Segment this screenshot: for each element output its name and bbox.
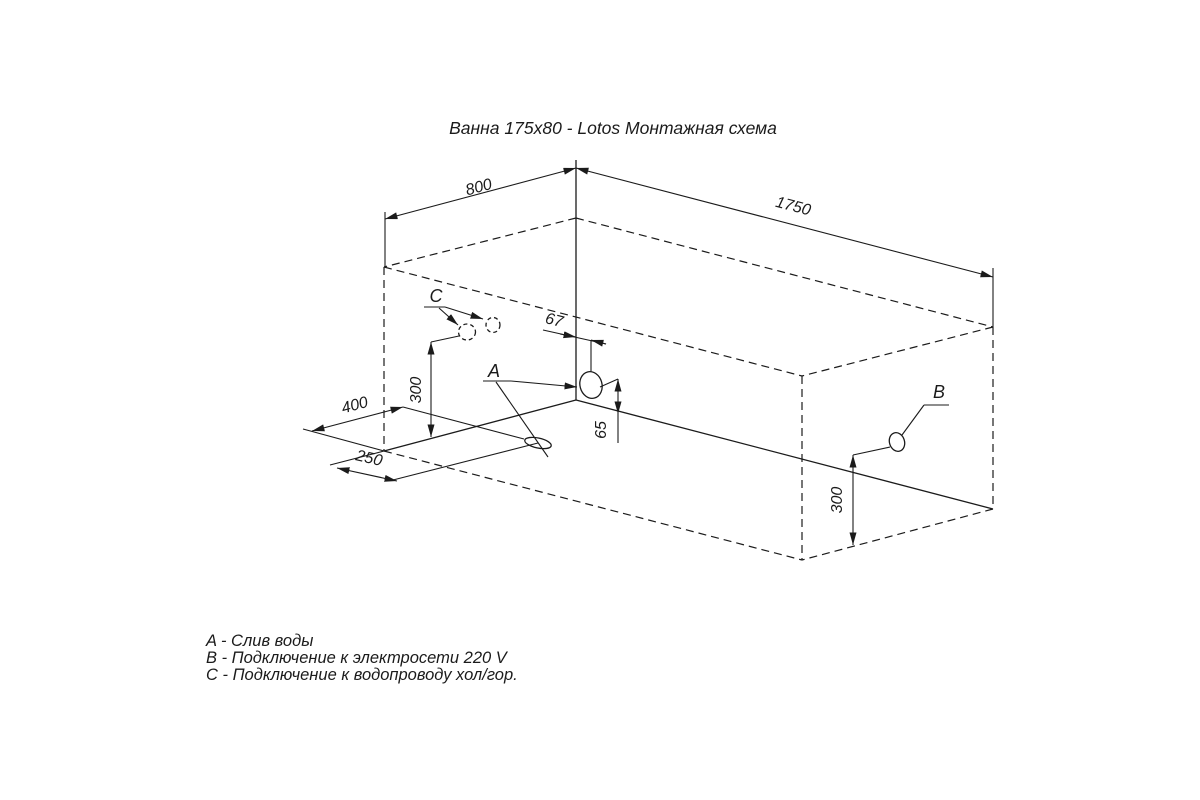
- dim-label-250: 250: [354, 447, 384, 470]
- dim-67-a-inset: [543, 310, 606, 371]
- legend-item-a: A - Слив воды: [206, 632, 314, 650]
- dim-label-300-right: 300: [829, 486, 846, 514]
- hole-c-2: [486, 318, 500, 333]
- dim-1750-length: [576, 168, 993, 327]
- legend-item-c: C - Подключение к водопроводу хол/гор.: [206, 666, 518, 684]
- label-b: B: [932, 382, 946, 402]
- dim-300-b-height: [829, 455, 853, 545]
- dim-label-65: 65: [593, 421, 610, 439]
- dim-label-800: 800: [463, 175, 494, 200]
- dim-65-a-height: [593, 379, 618, 443]
- hole-b: [887, 431, 907, 454]
- legend: [205, 632, 518, 684]
- legend-item-b: B - Подключение к электросети 220 V: [206, 649, 507, 667]
- dim-label-400: 400: [339, 393, 370, 418]
- dim-label-1750: 1750: [773, 193, 813, 220]
- dim-label-67: 67: [543, 310, 565, 332]
- label-c: C: [429, 286, 443, 306]
- label-a: A: [487, 361, 501, 381]
- dim-300-c-height: [408, 336, 459, 437]
- hole-a-overflow: [577, 369, 605, 401]
- dim-label-300-left: 300: [408, 376, 425, 404]
- dim-800-width: [385, 168, 576, 267]
- hole-c-1: [459, 324, 476, 340]
- diagram-title: Ванна 175x80 - Lotos Монтажная схема: [449, 118, 777, 138]
- dim-250-drain-offset: [330, 443, 538, 481]
- bathtub-outline-dashed: [384, 218, 993, 560]
- connection-b-electric: [853, 382, 949, 455]
